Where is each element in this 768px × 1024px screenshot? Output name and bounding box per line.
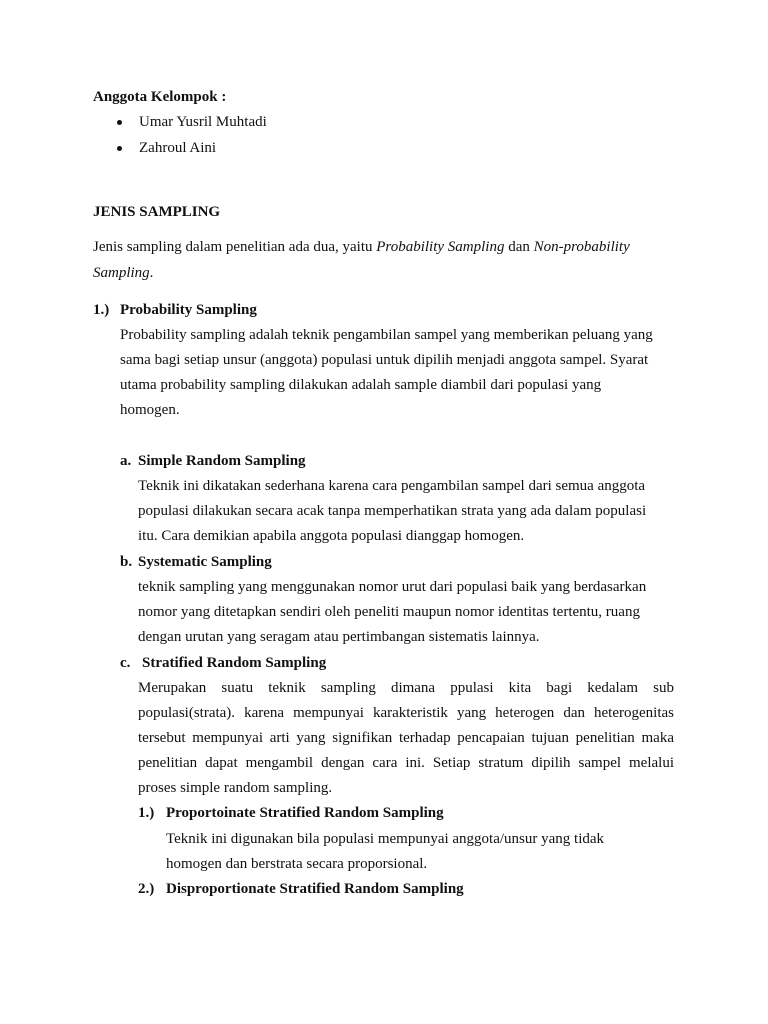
member-name: Zahroul Aini: [139, 140, 217, 156]
intro-text: .: [149, 265, 154, 281]
paragraph-line: penelitian dapat mengambil dengan cara ini. Setiap stratum dipilih sampel melalui: [138, 755, 674, 771]
list-letter: c.: [120, 655, 131, 671]
list-letter: b.: [120, 554, 133, 570]
list-number: 2.): [138, 881, 155, 897]
paragraph-line: Teknik ini digunakan bila populasi mempunyai anggota/unsur yang tidak: [166, 831, 605, 847]
bullet-icon: [117, 120, 122, 125]
paragraph-line: utama probability sampling dilakukan adalah sample diambil dari populasi yang: [120, 377, 602, 393]
paragraph-line: Merupakan suatu teknik sampling dimana ppulasi kita bagi kedalam sub: [138, 680, 674, 696]
subsection-title: Proportoinate Stratified Random Sampling: [166, 805, 444, 821]
section-title: JENIS SAMPLING: [93, 204, 221, 220]
bullet-icon: [117, 146, 122, 151]
list-number: 1.): [93, 302, 110, 318]
paragraph-line: Teknik ini dikatakan sederhana karena cara pengambilan sampel dari semua anggota: [138, 478, 646, 494]
paragraph-line: populasi(strata). karena mempunyai karakteristik yang heterogen dan heterogenitas: [138, 705, 674, 721]
paragraph-line: tersebut mempunyai arti yang signifikan terhadap pencapaian tujuan penelitian maka: [138, 730, 674, 746]
paragraph-line: populasi dilakukan secara acak tanpa memperhatikan strata yang ada dalam populasi: [138, 503, 647, 519]
paragraph-line: proses simple random sampling.: [138, 780, 333, 796]
intro-text: dan: [504, 239, 534, 255]
intro-italic-term: Probability Sampling: [376, 239, 505, 255]
subsection-title: Systematic Sampling: [138, 554, 272, 570]
members-heading: Anggota Kelompok :: [93, 89, 227, 105]
intro-text: Jenis sampling dalam penelitian ada dua, yaitu: [93, 239, 377, 255]
subsection-title: Stratified Random Sampling: [142, 655, 327, 671]
paragraph-line: homogen.: [120, 402, 180, 418]
paragraph-line: sama bagi setiap unsur (anggota) populasi untuk dipilih menjadi anggota sampel. Syarat: [120, 352, 649, 368]
paragraph-line: homogen dan berstrata secara proporsional.: [166, 856, 428, 872]
paragraph-line: itu. Cara demikian apabila anggota populasi dianggap homogen.: [138, 528, 525, 544]
member-name: Umar Yusril Muhtadi: [139, 114, 267, 130]
list-number: 1.): [138, 805, 155, 821]
intro-italic-term: Sampling: [93, 265, 150, 281]
paragraph-line: Probability sampling adalah teknik pengambilan sampel yang memberikan peluang yang: [120, 327, 653, 343]
list-letter: a.: [120, 453, 132, 469]
intro-line-2: [93, 263, 153, 283]
paragraph-line: teknik sampling yang menggunakan nomor urut dari populasi baik yang berdasarkan: [138, 579, 647, 595]
subsection-title: Simple Random Sampling: [138, 453, 306, 469]
intro-line-1: [93, 237, 630, 257]
subsection-title: Probability Sampling: [120, 302, 257, 318]
intro-italic-term: Non-probability: [533, 239, 630, 255]
subsection-title: Disproportionate Stratified Random Sampling: [166, 881, 464, 897]
paragraph-line: nomor yang ditetapkan sendiri oleh peneliti maupun nomor identitas tertentu, ruang: [138, 604, 640, 620]
paragraph-line: dengan urutan yang seragam atau pertimbangan sistematis lainnya.: [138, 629, 540, 645]
